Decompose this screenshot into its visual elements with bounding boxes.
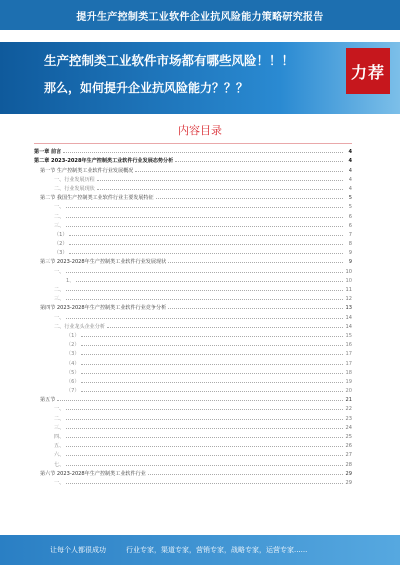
toc-entry[interactable]	[34, 192, 352, 201]
toc-entry[interactable]	[34, 367, 352, 376]
toc-entry[interactable]	[34, 422, 352, 431]
footer-expert-list: 行业专家，渠道专家，营销专家，战略专家，运营专家......	[126, 546, 308, 554]
toc-entry-text: 三、	[54, 424, 65, 431]
toc-leader-dots	[175, 161, 343, 162]
toc-page-number: 4	[348, 158, 352, 165]
toc-leader-dots	[66, 290, 343, 291]
toc-leader-dots	[168, 308, 343, 309]
toc-entry-text: （3）	[54, 250, 68, 257]
toc-entry-text: 第一章 前言	[34, 149, 62, 156]
toc-page-number: 14	[345, 323, 352, 330]
toc-entry[interactable]	[34, 311, 352, 320]
toc-entry[interactable]	[34, 403, 352, 412]
toc-leader-dots	[63, 152, 343, 153]
toc-entry-text: 第四节 2023-2028年生产控制类工业软件行业竞争分析	[40, 305, 167, 312]
table-of-contents	[34, 146, 352, 486]
toc-leader-dots	[66, 226, 343, 227]
toc-leader-dots	[81, 391, 343, 392]
toc-entry-text: （3）	[66, 351, 80, 358]
hero-banner	[0, 42, 400, 114]
toc-leader-dots	[57, 400, 343, 401]
toc-entry[interactable]	[34, 412, 352, 421]
toc-entry[interactable]	[34, 155, 352, 164]
toc-entry[interactable]	[34, 210, 352, 219]
toc-entry-text: 三、	[54, 296, 65, 303]
toc-entry[interactable]	[34, 477, 352, 486]
toc-entry-text: 一、	[54, 204, 65, 211]
toc-page-number: 24	[345, 424, 352, 431]
toc-entry[interactable]	[34, 229, 352, 238]
toc-leader-dots	[66, 455, 343, 456]
toc-entry[interactable]	[34, 458, 352, 467]
toc-page-number: 4	[348, 185, 352, 192]
toc-page-number: 5	[348, 204, 352, 211]
toc-entry[interactable]	[34, 275, 352, 284]
toc-entry[interactable]	[34, 385, 352, 394]
toc-entry[interactable]	[34, 293, 352, 302]
toc-entry-text: （1）	[66, 332, 80, 339]
report-title: 提升生产控制类工业软件企业抗风险能力策略研究报告	[76, 11, 324, 23]
toc-page-number: 17	[345, 351, 352, 358]
toc-entry-text: （5）	[66, 369, 80, 376]
toc-entry-text: 七、	[54, 461, 65, 468]
toc-leader-dots	[66, 419, 343, 420]
toc-page-number: 6	[348, 222, 352, 229]
toc-page-number: 27	[345, 452, 352, 459]
toc-page-number: 28	[345, 461, 352, 468]
toc-entry-text: 第二章 2023-2028年生产控制类工业软件行业发展态势分析	[34, 158, 174, 165]
toc-page-number: 4	[348, 149, 352, 156]
toc-entry[interactable]	[34, 284, 352, 293]
toc-leader-dots	[66, 272, 343, 273]
toc-entry-text: （2）	[54, 241, 68, 248]
toc-leader-dots	[66, 318, 343, 319]
toc-entry[interactable]	[34, 339, 352, 348]
toc-page-number: 26	[345, 443, 352, 450]
toc-page-number: 22	[345, 406, 352, 413]
toc-leader-dots	[135, 171, 343, 172]
toc-entry[interactable]	[34, 440, 352, 449]
toc-entry[interactable]	[34, 330, 352, 339]
toc-entry[interactable]	[34, 256, 352, 265]
toc-page-number: 15	[345, 332, 352, 339]
toc-leader-dots	[97, 189, 343, 190]
toc-entry-text: 二、	[54, 213, 65, 220]
toc-page-number: 21	[345, 397, 352, 404]
toc-entry[interactable]	[34, 238, 352, 247]
footer-bar	[0, 535, 400, 565]
toc-entry[interactable]	[34, 468, 352, 477]
toc-entry[interactable]	[34, 394, 352, 403]
footer-slogan: 让每个人都很成功	[50, 546, 106, 554]
toc-leader-dots	[66, 483, 343, 484]
toc-page-number: 8	[348, 241, 352, 248]
toc-entry-text: 一、	[54, 406, 65, 413]
toc-page-number: 29	[345, 479, 352, 486]
toc-entry[interactable]	[34, 174, 352, 183]
toc-leader-dots	[66, 217, 343, 218]
banner-headline: 生产控制类工业软件市场都有哪些风险！！！	[44, 53, 295, 68]
toc-leader-dots	[148, 474, 343, 475]
toc-leader-dots	[156, 198, 343, 199]
report-header-bar	[0, 0, 400, 30]
toc-leader-dots	[81, 354, 343, 355]
toc-page-number: 13	[345, 305, 352, 312]
toc-page-number: 17	[345, 360, 352, 367]
toc-entry[interactable]	[34, 449, 352, 458]
toc-entry-text: 二、	[54, 287, 65, 293]
toc-entry-text: 第二节 我国生产控制类工业软件行业主要发展特征	[40, 195, 154, 202]
toc-page-number: 23	[345, 415, 352, 422]
toc-entry-text: 三、	[54, 222, 65, 229]
toc-entry-text: 二、行业发展现状	[54, 185, 95, 192]
toc-leader-dots	[66, 437, 343, 438]
toc-entry-text: 第六节 2023-2028年生产控制类工业软件行业	[40, 470, 146, 477]
toc-page-number: 7	[348, 231, 352, 238]
toc-entry[interactable]	[34, 376, 352, 385]
toc-entry[interactable]	[34, 357, 352, 366]
toc-leader-dots	[81, 373, 343, 374]
toc-entry-text: （1）	[54, 231, 68, 238]
toc-entry-text: 一、	[54, 314, 65, 321]
toc-leader-dots	[69, 253, 343, 254]
toc-page-number: 14	[345, 314, 352, 321]
toc-entry-text: 一、	[54, 479, 65, 486]
toc-entry-text: 五、	[54, 443, 65, 450]
toc-entry-text: 二、行业龙头企业分析	[54, 323, 105, 330]
toc-leader-dots	[81, 336, 343, 337]
toc-entry[interactable]	[34, 183, 352, 192]
toc-divider	[34, 143, 352, 144]
toc-entry-text: （2）	[66, 342, 80, 349]
brand-badge: 力荐	[346, 48, 390, 94]
toc-page-number: 25	[345, 434, 352, 440]
toc-page-number: 10	[345, 268, 352, 275]
toc-entry-text: 第五节	[40, 397, 56, 404]
toc-page-number: 12	[345, 296, 352, 303]
toc-leader-dots	[66, 207, 343, 208]
toc-title: 内容目录	[178, 124, 222, 137]
toc-leader-dots	[168, 262, 343, 263]
toc-entry[interactable]	[34, 431, 352, 440]
toc-page-number: 5	[348, 195, 352, 202]
toc-entry-text: 第一节 生产控制类工业软件行业发展概况	[40, 167, 134, 174]
toc-entry-text: 四、	[54, 434, 65, 440]
toc-page-number: 29	[345, 470, 352, 477]
toc-entry-text: 1、	[66, 277, 75, 284]
toc-leader-dots	[97, 180, 343, 181]
toc-entry[interactable]	[34, 164, 352, 173]
toc-entry[interactable]	[34, 348, 352, 357]
toc-entry-text: （6）	[66, 378, 80, 385]
toc-page-number: 20	[345, 388, 352, 395]
toc-entry-text: 二、	[54, 415, 65, 422]
toc-leader-dots	[81, 345, 343, 346]
toc-page-number: 9	[348, 259, 352, 266]
toc-entry-text: （4）	[66, 360, 80, 367]
toc-page-number: 19	[345, 378, 352, 385]
toc-leader-dots	[76, 281, 343, 282]
toc-entry[interactable]	[34, 265, 352, 274]
toc-entry-text: 一、	[54, 268, 65, 275]
toc-page-number: 6	[348, 213, 352, 220]
banner-subheadline: 那么，如何提升企业抗风险能力？？？	[44, 81, 249, 95]
toc-leader-dots	[69, 244, 343, 245]
toc-entry[interactable]	[34, 146, 352, 155]
toc-leader-dots	[107, 327, 343, 328]
toc-entry-text: 第三节 2023-2028年生产控制类工业软件行业发展现状	[40, 259, 167, 266]
toc-leader-dots	[81, 364, 343, 365]
toc-page-number: 11	[345, 287, 352, 293]
toc-entry-text: 一、行业发展历程	[54, 176, 95, 183]
toc-entry[interactable]	[34, 321, 352, 330]
toc-leader-dots	[69, 235, 343, 236]
toc-page-number: 4	[348, 167, 352, 174]
toc-entry-text: （7）	[66, 388, 80, 395]
toc-page-number: 4	[348, 176, 352, 183]
toc-entry[interactable]	[34, 201, 352, 210]
toc-page-number: 18	[345, 369, 352, 376]
toc-leader-dots	[81, 382, 343, 383]
toc-leader-dots	[66, 465, 343, 466]
toc-page-number: 9	[348, 250, 352, 257]
toc-entry[interactable]	[34, 247, 352, 256]
toc-leader-dots	[66, 428, 343, 429]
toc-page-number: 16	[345, 342, 352, 349]
toc-page-number: 10	[345, 277, 352, 284]
toc-leader-dots	[66, 409, 343, 410]
toc-leader-dots	[66, 446, 343, 447]
toc-entry-text: 六、	[54, 452, 65, 459]
toc-leader-dots	[66, 299, 343, 300]
toc-entry[interactable]	[34, 302, 352, 311]
toc-entry[interactable]	[34, 220, 352, 229]
